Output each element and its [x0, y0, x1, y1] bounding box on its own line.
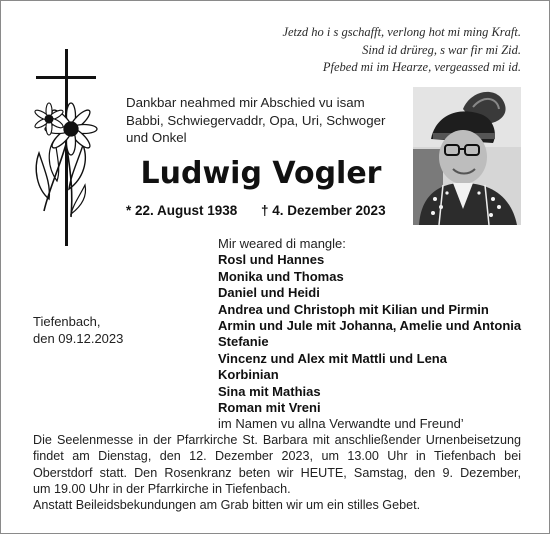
mourner-family: Rosl und Hannes	[218, 252, 325, 268]
service-line: Oberstdorf statt. Den Rosenkranz beten wir HEUTE, Samstag, den 9. Dezember,	[33, 465, 521, 480]
mourner-family: Korbinian	[218, 367, 279, 383]
birth-date: * 22. August 1938	[126, 203, 238, 218]
death-date: † 4. Dezember 2023	[261, 203, 386, 218]
service-info	[33, 432, 521, 513]
mourner-family: Monika und Thomas	[218, 268, 344, 284]
mourner-family: Daniel und Heidi	[218, 285, 320, 301]
mourners-closing: im Namen vu allna Verwandte und Freund’	[218, 416, 464, 432]
date-line: den 09.12.2023	[33, 331, 124, 346]
intro-text	[126, 94, 411, 147]
place-line: Tiefenbach,	[33, 314, 101, 329]
service-line: Anstatt Beileidsbekundungen am Grab bitten wir um ein stilles Gebet.	[33, 498, 421, 513]
intro-line: und Onkel	[126, 130, 187, 145]
mourner-family: Armin und Jule mit Johanna, Amelie und Antonia	[218, 318, 522, 334]
service-line: um 19.00 Uhr in der Pfarrkirche in Tiefenbach.	[33, 481, 291, 496]
poem-line: Pfebed mi im Hearze, vergeassed mi id.	[322, 60, 521, 74]
intro-line: Dankbar neahmed mir Abschied vu isam	[126, 95, 365, 110]
mourner-family: Andrea und Christoph mit Kilian und Pirmin	[218, 301, 489, 317]
service-line: Die Seelenmesse in der Pfarrkirche St. Barbara mit anschließender Urnenbeisetzung	[33, 433, 521, 447]
service-line: findet am Dienstag, den 12. Dezember 2023, um 13.00 Uhr in Tiefenbach bei	[33, 449, 521, 464]
poem-line: Sind id drüreg, s war fir mi Zid.	[362, 42, 521, 57]
portrait-photo	[413, 87, 521, 225]
poem-line: Jetzd ho i s gschafft, verlong hot mi ming Kraft.	[282, 25, 521, 39]
mourners-lead: Mir weared di mangle:	[218, 236, 346, 251]
intro-line: Babbi, Schwiegervaddr, Opa, Uri, Schwoger	[126, 112, 386, 128]
mourner-family: Vincenz und Alex mit Mattli und Lena	[218, 350, 447, 366]
poem	[259, 24, 521, 77]
mourner-family: Roman mit Vreni	[218, 400, 321, 416]
mourner-family: Sina mit Mathias	[218, 383, 321, 399]
deceased-name: Ludwig Vogler	[140, 156, 382, 191]
mourner-family: Stefanie	[218, 334, 269, 350]
mourners-list	[218, 236, 528, 433]
cross-edelweiss-icon	[27, 49, 111, 249]
place-date	[33, 313, 123, 347]
